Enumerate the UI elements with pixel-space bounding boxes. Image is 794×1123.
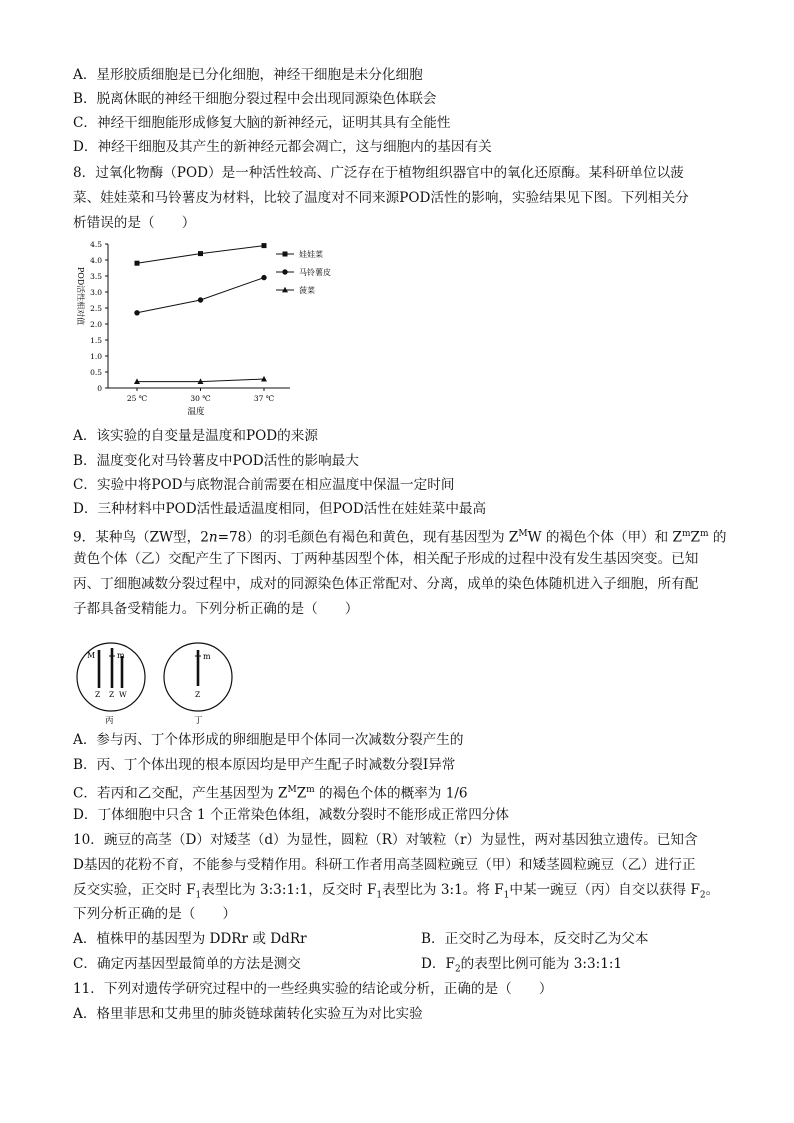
y-tick-label: 4.0 [90, 256, 102, 265]
y-tick-label: 3.5 [90, 272, 102, 281]
data-point-1-2 [261, 275, 266, 280]
legend-marker [283, 252, 288, 257]
label-m-ding: m [203, 652, 211, 661]
q8-option-c: C．实验中将POD与底物混合前需要在相应温度中保温一定时间 [73, 477, 455, 493]
label-m: m [117, 651, 125, 660]
data-point-0-0 [135, 261, 140, 266]
legend-label: 马铃薯皮 [299, 268, 331, 277]
y-tick-label: 4.5 [90, 240, 102, 249]
y-tick-label: 1.5 [90, 336, 102, 345]
q10-stem-line-3: 反交实验，正交时 $F_1$表型比为 3:3:1:1，反交时 $F_1$表型比为 3:1。将 $F_1$中某一豌豆（丙）自交以获得 $F_2$。 [73, 882, 720, 901]
x-tick-label: 30 ℃ [190, 394, 211, 403]
q10-stem-line-1: 10．豌豆的高茎（D）对矮茎（d）为显性，圆粒（R）对皱粒（r）为显性，两对基因独立遗传。已知含 [73, 832, 698, 848]
label-ding: 丁 [194, 716, 203, 726]
q9-stem-line-2: 黄色个体（乙）交配产生了下图丙、丁两种基因型个体，相关配子形成的过程中没有发生基因突变。已知 [73, 551, 699, 567]
x-tick-label: 37 ℃ [253, 394, 275, 403]
q8-option-d: D．三种材料中POD活性最适温度相同，但POD活性在娃娃菜中最高 [73, 501, 487, 517]
data-point-0-2 [262, 243, 267, 248]
q8-option-b: B．温度变化对马铃薯皮中POD活性的影响最大 [73, 453, 359, 469]
q11-option-a: A．格里菲思和艾弗里的肺炎链球菌转化实验互为对比实验 [73, 1006, 423, 1022]
series-line-1 [137, 278, 264, 313]
label-M: M [87, 651, 96, 660]
legend-label: 菠菜 [299, 286, 315, 295]
q10-option-c: C．确定丙基因型最简单的方法是测交 [73, 956, 301, 972]
q7-option-c: C．神经干细胞能形成修复大脑的新神经元，证明其具有全能性 [73, 115, 451, 131]
q9-option-d: D．丁体细胞中只含 1 个正常染色体组，减数分裂时不能形成正常四分体 [73, 807, 509, 823]
q10-stem-line-4: 下列分析正确的是（ ） [73, 906, 237, 922]
y-axis-label: POD活性相对值 [76, 266, 85, 326]
label-Z-ding: Z [195, 690, 201, 699]
y-tick-label: 0.5 [90, 368, 102, 377]
legend-label: 娃娃菜 [299, 250, 323, 259]
x-axis-label: 温度 [187, 407, 205, 417]
q8-stem-line-1: 8．过氧化物酶（POD）是一种活性较高、广泛存在于植物组织器官中的氧化还原酶。某科研单位以菠 [73, 165, 684, 181]
q9-option-c: C．若丙和乙交配，产生基因型为 $Z^MZ^m$ 的褐色个体的概率为 1/6 [73, 785, 468, 802]
pod-activity-line-chart [70, 236, 370, 418]
y-tick-label: 1.0 [90, 352, 102, 361]
q9-option-a: A．参与丙、丁个体形成的卵细胞是甲个体同一次减数分裂产生的 [73, 732, 464, 748]
q10-option-b: B．正交时乙为母本，反交时乙为父本 [421, 931, 649, 947]
label-Z-2: Z [109, 690, 115, 699]
legend-marker [282, 269, 287, 274]
q8-stem-line-2: 菜、娃娃菜和马铃薯皮为材料，比较了温度对不同来源POD活性的影响，实验结果见下图。下列相关分 [73, 190, 689, 206]
y-tick-label: 3.0 [90, 288, 102, 297]
q10-stem-line-2: D基因的花粉不育，不能参与受精作用。科研工作者用高茎圆粒豌豆（甲）和矮茎圆粒豌豆（乙）进行正 [73, 857, 696, 873]
label-Z-1: Z [95, 690, 101, 699]
data-point-1-0 [134, 310, 139, 315]
y-tick-label: 2.0 [90, 320, 102, 329]
q7-option-a: A．星形胶质细胞是已分化细胞，神经干细胞是未分化细胞 [73, 67, 423, 83]
q8-stem-line-3: 析错误的是（ ） [73, 215, 196, 231]
data-point-1-1 [198, 297, 203, 302]
q11-stem: 11．下列对遗传学研究过程中的一些经典实验的结论或分析，正确的是（ ） [73, 981, 553, 997]
x-tick-label: 25 ℃ [126, 394, 148, 403]
y-tick-label: 2.5 [90, 304, 102, 313]
q9-stem-line-4: 子都具备受精能力。下列分析正确的是（ ） [73, 601, 359, 617]
q10-option-d: D．$F_2$的表型比例可能为 3:3:1:1 [421, 956, 623, 975]
q8-option-a: A．该实验的自变量是温度和POD的来源 [73, 428, 318, 444]
chromosome-figure [72, 630, 252, 730]
q9-stem-line-1: 9．某种鸟（ZW型，2n=78）的羽毛颜色有褐色和黄色，现有基因型为 $Z^MW$ 的褐色个体（甲）和 $Z^mZ^m$ 的 [73, 529, 727, 546]
q9-stem-line-3: 丙、丁细胞减数分裂过程中，成对的同源染色体正常配对、分离，成单的染色体随机进入子细胞，所有配 [73, 576, 699, 592]
q7-option-b: B．脱离休眠的神经干细胞分裂过程中会出现同源染色体联会 [73, 91, 437, 107]
q10-option-a: A．植株甲的基因型为 DDRr 或 DdRr [73, 931, 307, 947]
label-W: W [119, 690, 127, 699]
y-tick-label: 0 [97, 384, 102, 393]
q7-option-d: D．神经干细胞及其产生的新神经元都会凋亡，这与细胞内的基因有关 [73, 139, 492, 155]
label-bing: 丙 [105, 716, 114, 726]
q9-option-b: B．丙、丁个体出现的根本原因均是甲产生配子时减数分裂Ⅰ异常 [73, 757, 456, 773]
data-point-0-1 [198, 251, 203, 256]
